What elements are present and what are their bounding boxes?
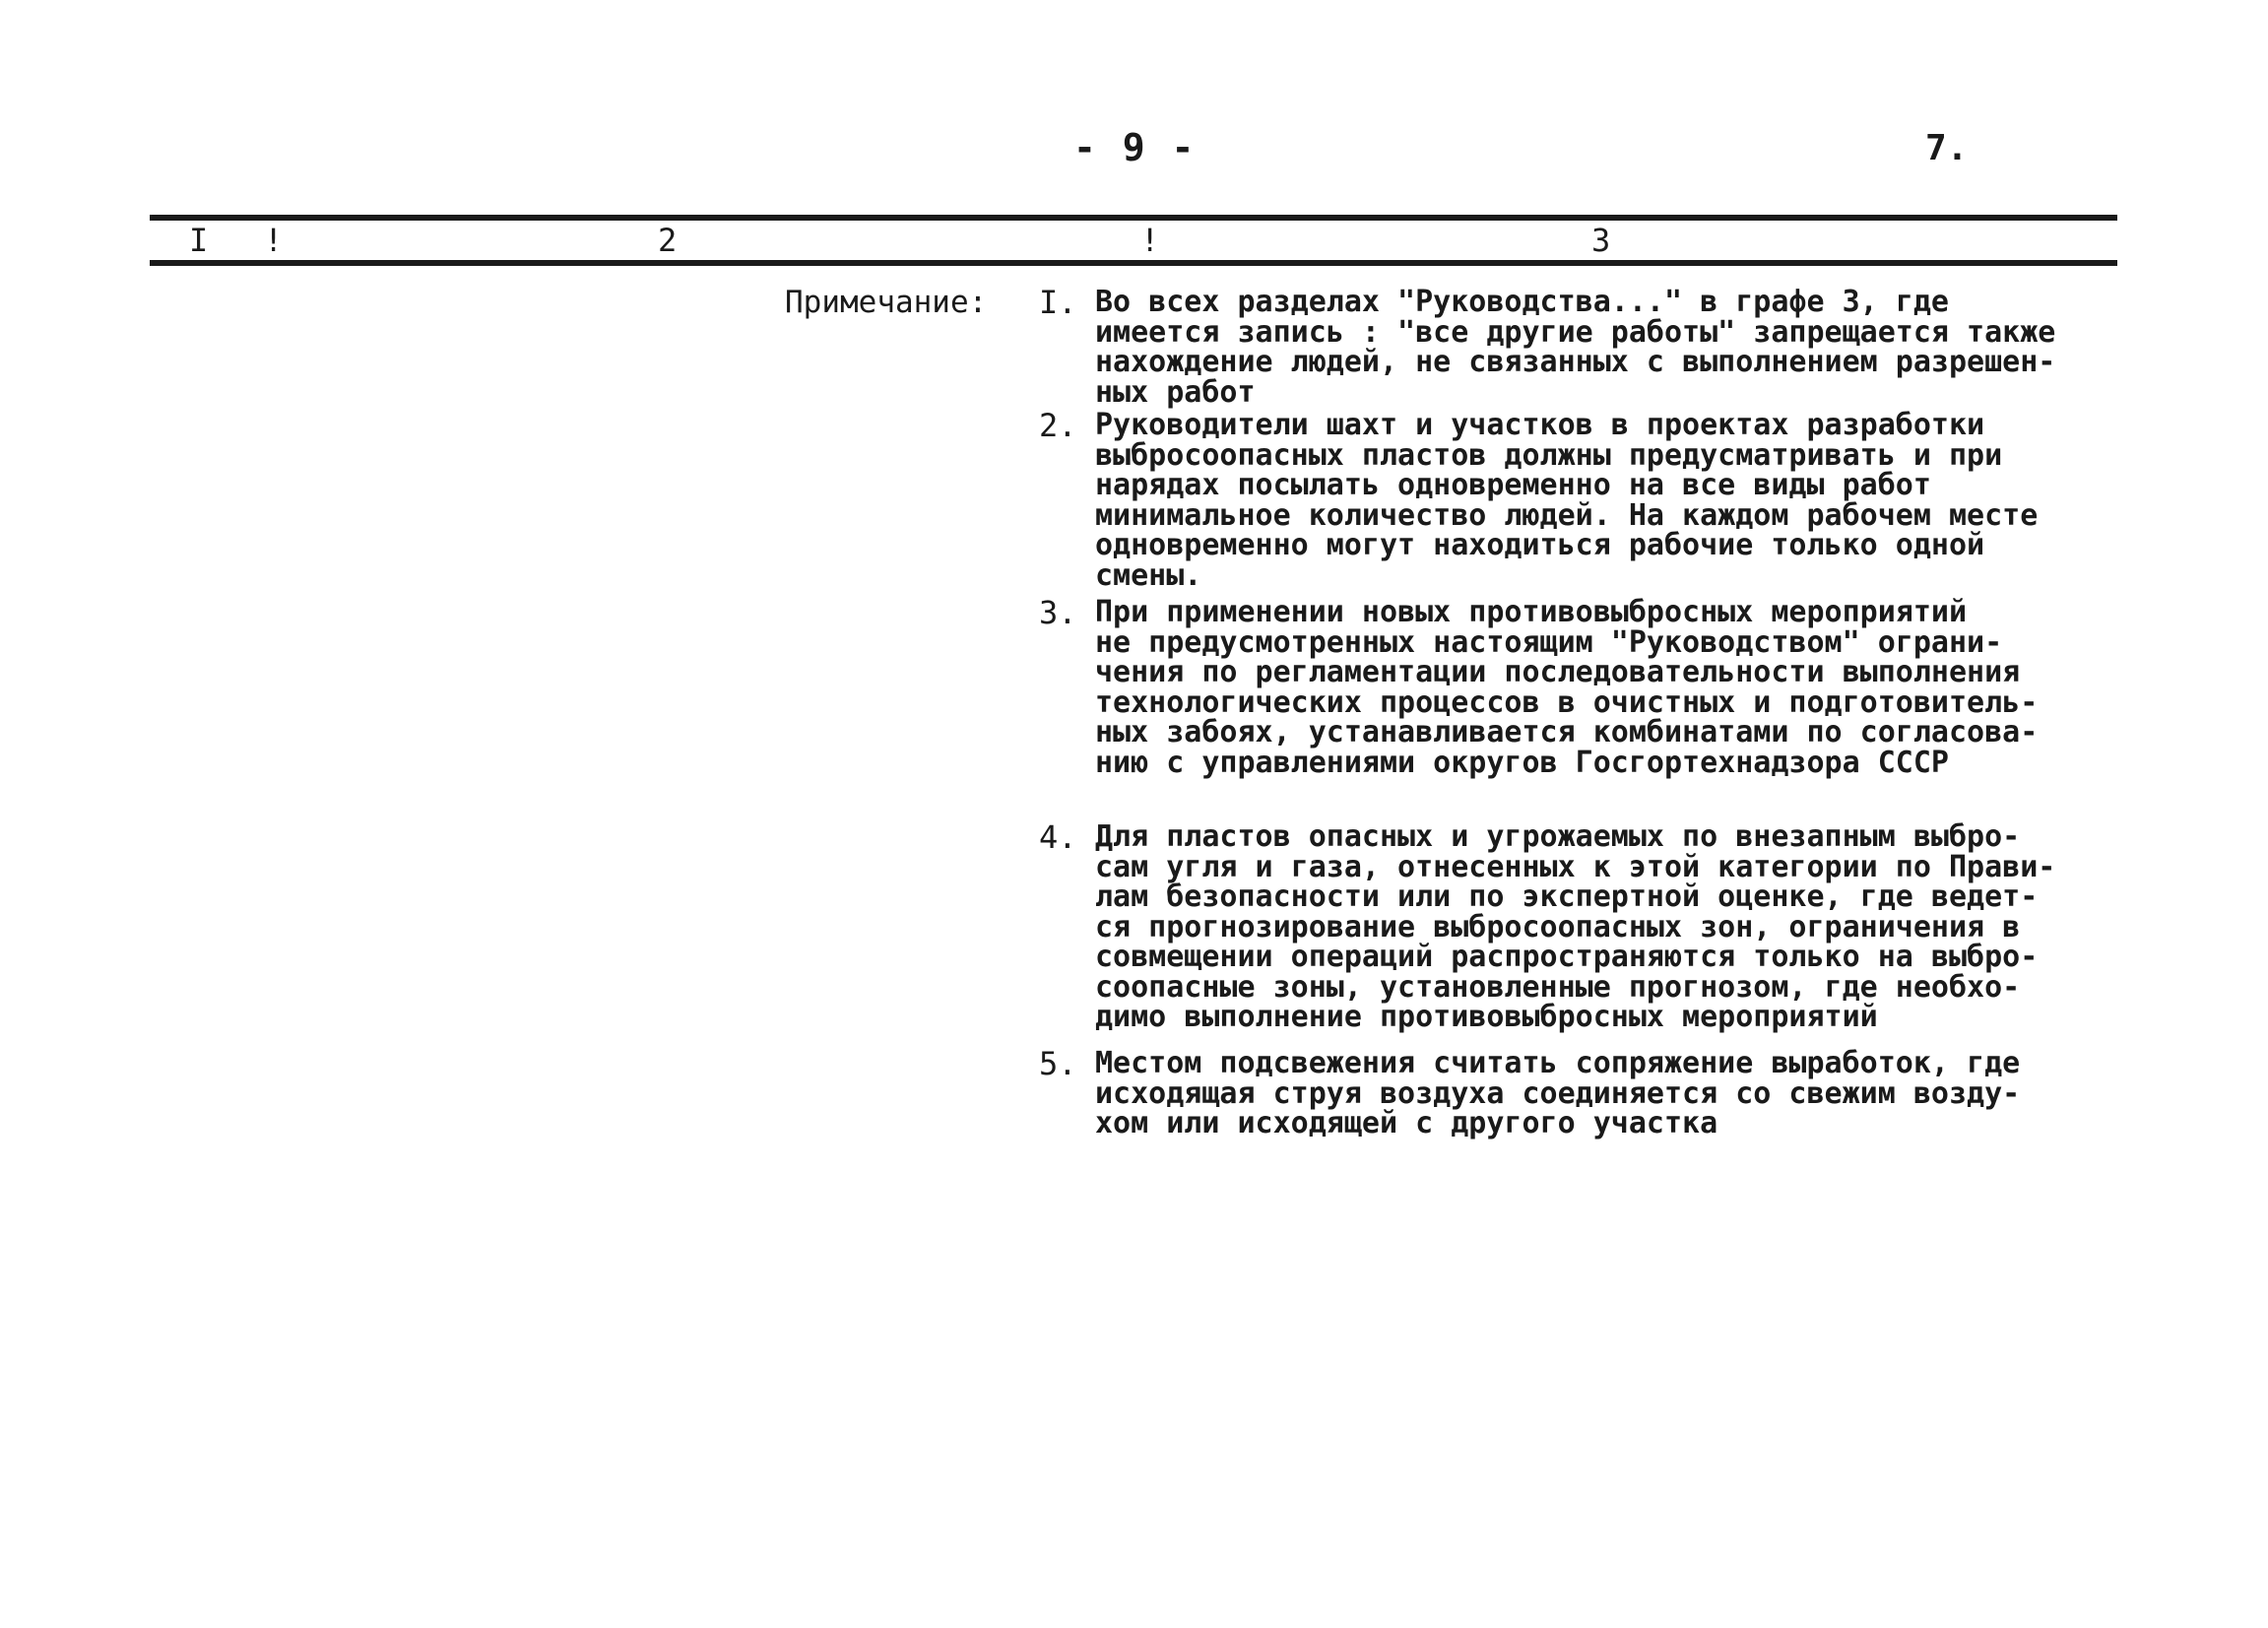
note-text: Для пластов опасных и угрожаемых по внезапным выбро- сам угля и газа, отнесенных к этой категории по Прави- лам безопасности или по экспертной оценке, где ведет- ся прогнозирование выбросоопасных зон, ограничения в совмещении операций распространяются только на выбро- соопасные зоны, установленные прогнозом, где необхо- димо выполнение противовыбросных мероприятий — [1095, 819, 2056, 1034]
sheet-number: 7. — [1925, 128, 1969, 168]
note-item-3 — [1039, 594, 2132, 822]
note-text: Во всех разделах "Руководства..." в графе 3, где имеется запись : "все другие работы" запрещается также нахождение людей, не связанных с выполнением разрешен- ных работ — [1095, 285, 2056, 410]
note-text: Руководители шахт и участков в проектах разработки выбросоопасных пластов должны предусматривать и при нарядах посылать одновременно на все виды работ минимальное количество людей. На каждом рабочем месте одновременно могут находиться рабочие только одной смены. — [1095, 408, 2039, 593]
note-item-2 — [1039, 407, 2132, 598]
note-number: I. — [1039, 284, 1077, 321]
column-header-1: I — [189, 222, 209, 259]
table-rule-bottom — [150, 260, 2117, 266]
table-rule-top — [150, 215, 2117, 221]
note-item-5 — [1039, 1045, 2132, 1140]
column-separator-1: ! — [264, 222, 284, 259]
note-item-1 — [1039, 284, 2132, 411]
notes-list — [1039, 284, 2132, 1140]
note-number: 4. — [1039, 818, 1077, 856]
note-label: Примечание: — [785, 285, 988, 320]
note-item-4 — [1039, 818, 2132, 1049]
column-separator-2: ! — [1140, 222, 1160, 259]
note-number: 5. — [1039, 1045, 1077, 1082]
note-number: 3. — [1039, 594, 1077, 631]
column-header-2: 2 — [658, 222, 678, 259]
note-text: Местом подсвежения считать сопряжение выработок, где исходящая струя воздуха соединяется со свежим возду- хом или исходящей с другого участка — [1095, 1046, 2021, 1140]
column-header-3: 3 — [1591, 222, 1611, 259]
note-number: 2. — [1039, 407, 1077, 444]
page-number: - 9 - — [1073, 126, 1197, 169]
note-text: При применении новых противовыбросных мероприятий не предусмотренных настоящим "Руководством" ограни- чения по регламентации последовательности выполнения технологических процессов в очистных и подготовитель- ных забоях, устанавливается комбинатами по согласова- нию с управлениями округов Госгортехнадзора СССР — [1095, 595, 2039, 780]
